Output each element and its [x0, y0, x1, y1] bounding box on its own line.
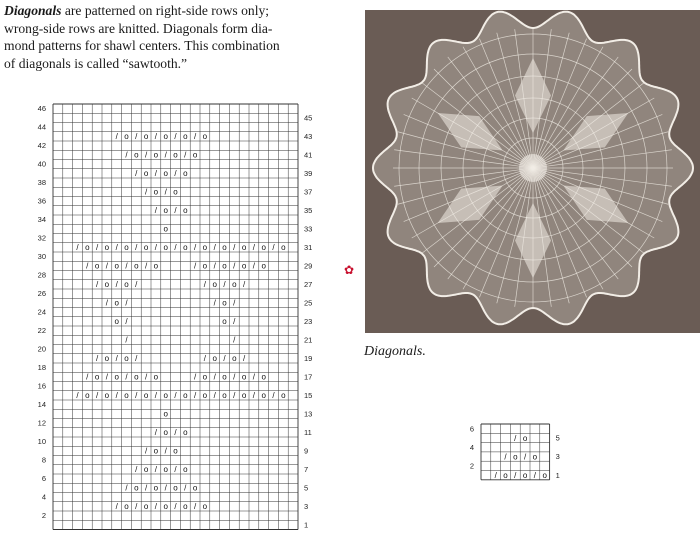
row-label-left: 4 [41, 492, 46, 502]
yarn-over-symbol: o [183, 169, 188, 179]
row-label-right: 43 [304, 131, 313, 141]
row-label-left: 18 [37, 363, 46, 373]
decrease-symbol: / [125, 298, 128, 308]
decrease-symbol: / [164, 483, 167, 493]
decrease-symbol: / [233, 335, 236, 345]
row-label-right: 29 [304, 261, 313, 271]
decrease-symbol: / [86, 372, 89, 382]
decrease-symbol: / [105, 261, 109, 271]
decrease-symbol: / [135, 132, 138, 142]
main_chart [38, 104, 313, 530]
yarn-over-symbol: o [183, 243, 188, 253]
yarn-over-symbol: o [202, 243, 208, 253]
yarn-over-symbol: o [222, 391, 227, 401]
row-label-right: 11 [304, 427, 312, 437]
decrease-symbol: / [242, 354, 246, 364]
yarn-over-symbol: o [183, 428, 188, 438]
decrease-symbol: / [193, 372, 197, 382]
yarn-over-symbol: o [163, 243, 168, 253]
row-label-left: 34 [37, 215, 46, 225]
decrease-symbol: / [105, 372, 109, 382]
row-label-left: 44 [37, 122, 46, 132]
yarn-over-symbol: o [85, 243, 90, 253]
row-label-right: 1 [555, 470, 560, 480]
yarn-over-symbol: o [173, 187, 178, 197]
yarn-over-symbol: o [104, 391, 110, 401]
yarn-over-symbol: o [163, 132, 168, 142]
decrease-symbol: / [135, 169, 138, 179]
yarn-over-symbol: o [232, 354, 237, 364]
row-label-right: 17 [304, 372, 313, 382]
row-label-right: 3 [555, 452, 560, 462]
decrease-symbol: / [213, 243, 216, 253]
decrease-symbol: / [252, 261, 256, 271]
decrease-symbol: / [144, 446, 148, 456]
decrease-symbol: / [174, 132, 177, 142]
decrease-symbol: / [154, 391, 158, 401]
yarn-over-symbol: o [173, 150, 178, 160]
yarn-over-symbol: o [163, 206, 168, 216]
decrease-symbol: / [233, 243, 236, 253]
yarn-over-symbol: o [153, 372, 159, 382]
yarn-over-symbol: o [143, 169, 149, 179]
yarn-over-symbol: o [183, 391, 188, 401]
decrease-symbol: / [514, 433, 517, 443]
row-label-left: 46 [37, 104, 46, 114]
row-label-left: 40 [37, 159, 46, 169]
yarn-over-symbol: o [522, 470, 528, 480]
decrease-symbol: / [494, 470, 497, 480]
decrease-symbol: / [154, 169, 158, 179]
decrease-symbol: / [193, 502, 197, 512]
row-label-right: 21 [304, 335, 313, 345]
intro-line-4: of diagonals is called “sawtooth.” [4, 55, 188, 71]
decrease-symbol: / [115, 391, 118, 401]
intro-line-2: wrong-side rows are knitted. Diagonals form dia- [4, 20, 273, 36]
decrease-symbol: / [125, 150, 128, 160]
row-label-right: 9 [304, 446, 309, 456]
decrease-symbol: / [272, 391, 275, 401]
decrease-symbol: / [193, 391, 197, 401]
yarn-over-symbol: o [163, 409, 168, 419]
yarn-over-symbol: o [124, 132, 129, 142]
yarn-over-symbol: o [94, 372, 100, 382]
yarn-over-symbol: o [202, 261, 208, 271]
row-label-left: 2 [469, 461, 474, 471]
row-label-right: 25 [304, 298, 313, 308]
row-label-left: 8 [41, 455, 46, 465]
decrease-symbol: / [154, 132, 158, 142]
yarn-over-symbol: o [114, 298, 119, 308]
yarn-over-symbol: o [85, 391, 90, 401]
row-label-right: 5 [304, 483, 309, 493]
row-label-left: 30 [37, 252, 46, 262]
yarn-over-symbol: o [202, 372, 208, 382]
row-label-right: 5 [555, 433, 560, 443]
yarn-over-symbol: o [124, 280, 129, 290]
row-label-left: 28 [37, 270, 46, 280]
row-label-left: 6 [469, 424, 474, 434]
yarn-over-symbol: o [241, 372, 247, 382]
yarn-over-symbol: o [212, 354, 217, 364]
row-label-left: 14 [37, 400, 46, 410]
row-label-right: 3 [304, 501, 309, 511]
decrease-symbol: / [95, 391, 99, 401]
yarn-over-symbol: o [542, 470, 547, 480]
decrease-symbol: / [223, 354, 226, 364]
yarn-over-symbol: o [261, 391, 266, 401]
yarn-over-symbol: o [143, 391, 149, 401]
yarn-over-symbol: o [163, 224, 168, 234]
yarn-over-symbol: o [153, 446, 159, 456]
decrease-symbol: / [95, 354, 99, 364]
row-label-left: 22 [37, 326, 46, 336]
row-label-right: 1 [304, 520, 309, 530]
row-label-left: 20 [37, 344, 46, 354]
yarn-over-symbol: o [153, 187, 159, 197]
decrease-symbol: / [135, 465, 138, 475]
decrease-symbol: / [233, 317, 236, 327]
decrease-symbol: / [76, 243, 79, 253]
decrease-symbol: / [125, 483, 128, 493]
decrease-symbol: / [95, 280, 99, 290]
decrease-symbol: / [174, 206, 177, 216]
decrease-symbol: / [504, 452, 507, 462]
row-label-left: 26 [37, 289, 46, 299]
photo-caption: Diagonals. [364, 344, 426, 359]
row-label-left: 10 [37, 437, 46, 447]
yarn-over-symbol: o [241, 391, 247, 401]
decrease-symbol: / [135, 502, 138, 512]
row-label-right: 45 [304, 113, 313, 123]
yarn-over-symbol: o [143, 132, 149, 142]
decrease-symbol: / [135, 280, 138, 290]
yarn-over-symbol: o [513, 452, 518, 462]
yarn-over-symbol: o [192, 150, 198, 160]
decrease-symbol: / [135, 354, 138, 364]
yarn-over-symbol: o [163, 502, 168, 512]
decrease-symbol: / [125, 335, 128, 345]
yarn-over-symbol: o [241, 243, 247, 253]
row-label-left: 38 [37, 178, 46, 188]
yarn-over-symbol: o [163, 428, 168, 438]
decrease-symbol: / [125, 317, 128, 327]
row-label-left: 32 [37, 233, 46, 243]
yarn-over-symbol: o [163, 391, 168, 401]
decrease-symbol: / [252, 372, 256, 382]
row-label-left: 42 [37, 141, 46, 151]
yarn-over-symbol: o [134, 483, 139, 493]
decrease-symbol: / [154, 243, 158, 253]
decrease-symbol: / [144, 150, 148, 160]
decrease-symbol: / [115, 354, 118, 364]
decrease-symbol: / [213, 391, 216, 401]
decrease-symbol: / [154, 428, 158, 438]
decrease-symbol: / [242, 280, 246, 290]
decrease-symbol: / [144, 372, 148, 382]
yarn-over-symbol: o [163, 465, 168, 475]
yarn-over-symbol: o [232, 280, 237, 290]
yarn-over-symbol: o [503, 470, 508, 480]
decrease-symbol: / [144, 483, 148, 493]
row-label-left: 24 [37, 307, 46, 317]
yarn-over-symbol: o [143, 243, 149, 253]
yarn-over-symbol: o [281, 391, 286, 401]
decrease-symbol: / [272, 243, 275, 253]
yarn-over-symbol: o [222, 317, 227, 327]
decrease-symbol: / [164, 446, 167, 456]
row-label-right: 31 [304, 242, 313, 252]
yarn-over-symbol: o [163, 169, 168, 179]
row-label-left: 2 [41, 511, 46, 521]
decrease-symbol: / [174, 428, 177, 438]
decrease-symbol: / [125, 261, 128, 271]
decrease-symbol: / [193, 243, 197, 253]
yarn-over-symbol: o [124, 243, 129, 253]
decrease-symbol: / [105, 298, 109, 308]
decrease-symbol: / [233, 298, 236, 308]
yarn-over-symbol: o [532, 452, 538, 462]
decrease-symbol: / [125, 372, 128, 382]
decrease-symbol: / [184, 483, 187, 493]
decrease-symbol: / [184, 150, 187, 160]
decrease-symbol: / [135, 243, 138, 253]
decrease-symbol: / [135, 391, 138, 401]
row-label-left: 36 [37, 196, 46, 206]
yarn-over-symbol: o [104, 354, 110, 364]
decrease-symbol: / [144, 187, 148, 197]
decrease-symbol: / [252, 391, 256, 401]
decrease-symbol: / [523, 452, 527, 462]
yarn-over-symbol: o [192, 483, 198, 493]
row-label-right: 39 [304, 168, 313, 178]
yarn-over-symbol: o [261, 243, 266, 253]
yarn-over-symbol: o [202, 391, 208, 401]
decrease-symbol: / [533, 470, 537, 480]
yarn-over-symbol: o [134, 261, 139, 271]
yarn-over-symbol: o [143, 465, 149, 475]
row-label-left: 16 [37, 381, 46, 391]
decrease-symbol: / [174, 169, 177, 179]
decrease-symbol: / [154, 465, 158, 475]
flower-icon: ✿ [344, 263, 355, 277]
row-label-right: 37 [304, 187, 313, 197]
yarn-over-symbol: o [104, 280, 110, 290]
yarn-over-symbol: o [114, 317, 119, 327]
yarn-over-symbol: o [183, 465, 188, 475]
yarn-over-symbol: o [222, 298, 227, 308]
decrease-symbol: / [213, 298, 216, 308]
decrease-symbol: / [86, 261, 89, 271]
decrease-symbol: / [115, 243, 118, 253]
intro-line-1: are patterned on right-side rows only; [61, 3, 270, 18]
yarn-over-symbol: o [153, 483, 159, 493]
yarn-over-symbol: o [114, 372, 119, 382]
yarn-over-symbol: o [143, 502, 149, 512]
yarn-over-symbol: o [522, 433, 528, 443]
decrease-symbol: / [154, 502, 158, 512]
decrease-symbol: / [223, 280, 226, 290]
decrease-symbol: / [115, 132, 118, 142]
row-label-right: 27 [304, 279, 313, 289]
row-label-left: 12 [37, 418, 46, 428]
decrease-symbol: / [95, 243, 99, 253]
intro-term: Diagonals [4, 3, 62, 18]
yarn-over-symbol: o [261, 372, 266, 382]
yarn-over-symbol: o [222, 372, 227, 382]
row-label-right: 33 [304, 224, 313, 234]
yarn-over-symbol: o [202, 502, 208, 512]
yarn-over-symbol: o [134, 372, 139, 382]
decrease-symbol: / [164, 150, 167, 160]
yarn-over-symbol: o [241, 261, 247, 271]
yarn-over-symbol: o [173, 483, 178, 493]
decrease-symbol: / [233, 372, 236, 382]
yarn-over-symbol: o [104, 243, 110, 253]
yarn-over-symbol: o [124, 354, 129, 364]
decrease-symbol: / [193, 261, 197, 271]
row-label-left: 4 [469, 442, 474, 452]
decrease-symbol: / [115, 502, 118, 512]
yarn-over-symbol: o [114, 261, 119, 271]
decrease-symbol: / [233, 391, 236, 401]
decrease-symbol: / [144, 261, 148, 271]
row-label-right: 15 [304, 390, 313, 400]
yarn-over-symbol: o [183, 132, 188, 142]
decrease-symbol: / [174, 465, 177, 475]
decrease-symbol: / [193, 132, 197, 142]
decrease-symbol: / [164, 187, 167, 197]
decrease-symbol: / [174, 502, 177, 512]
yarn-over-symbol: o [124, 502, 129, 512]
intro-line-3: mond patterns for shawl centers. This combination [4, 38, 280, 53]
yarn-over-symbol: o [222, 243, 227, 253]
row-label-right: 7 [304, 464, 309, 474]
decrease-symbol: / [115, 280, 118, 290]
row-label-right: 23 [304, 316, 313, 326]
yarn-over-symbol: o [222, 261, 227, 271]
row-label-right: 35 [304, 205, 313, 215]
row-label-right: 13 [304, 409, 313, 419]
yarn-over-symbol: o [183, 502, 188, 512]
decrease-symbol: / [213, 372, 216, 382]
decrease-symbol: / [174, 391, 177, 401]
yarn-over-symbol: o [183, 206, 188, 216]
row-label-left: 6 [41, 474, 46, 484]
decrease-symbol: / [174, 243, 177, 253]
decrease-symbol: / [252, 243, 256, 253]
decrease-symbol: / [203, 280, 207, 290]
yarn-over-symbol: o [153, 150, 159, 160]
decrease-symbol: / [154, 206, 158, 216]
decrease-symbol: / [514, 470, 517, 480]
decrease-symbol: / [76, 391, 79, 401]
decrease-symbol: / [213, 261, 216, 271]
row-label-right: 41 [304, 150, 313, 160]
yarn-over-symbol: o [94, 261, 100, 271]
yarn-over-symbol: o [124, 391, 129, 401]
small_chart [470, 424, 560, 480]
row-label-right: 19 [304, 353, 313, 363]
decrease-symbol: / [233, 261, 236, 271]
yarn-over-symbol: o [281, 243, 286, 253]
yarn-over-symbol: o [153, 261, 159, 271]
yarn-over-symbol: o [134, 150, 139, 160]
decrease-symbol: / [203, 354, 207, 364]
yarn-over-symbol: o [261, 261, 266, 271]
yarn-over-symbol: o [202, 132, 208, 142]
yarn-over-symbol: o [173, 446, 178, 456]
yarn-over-symbol: o [212, 280, 217, 290]
